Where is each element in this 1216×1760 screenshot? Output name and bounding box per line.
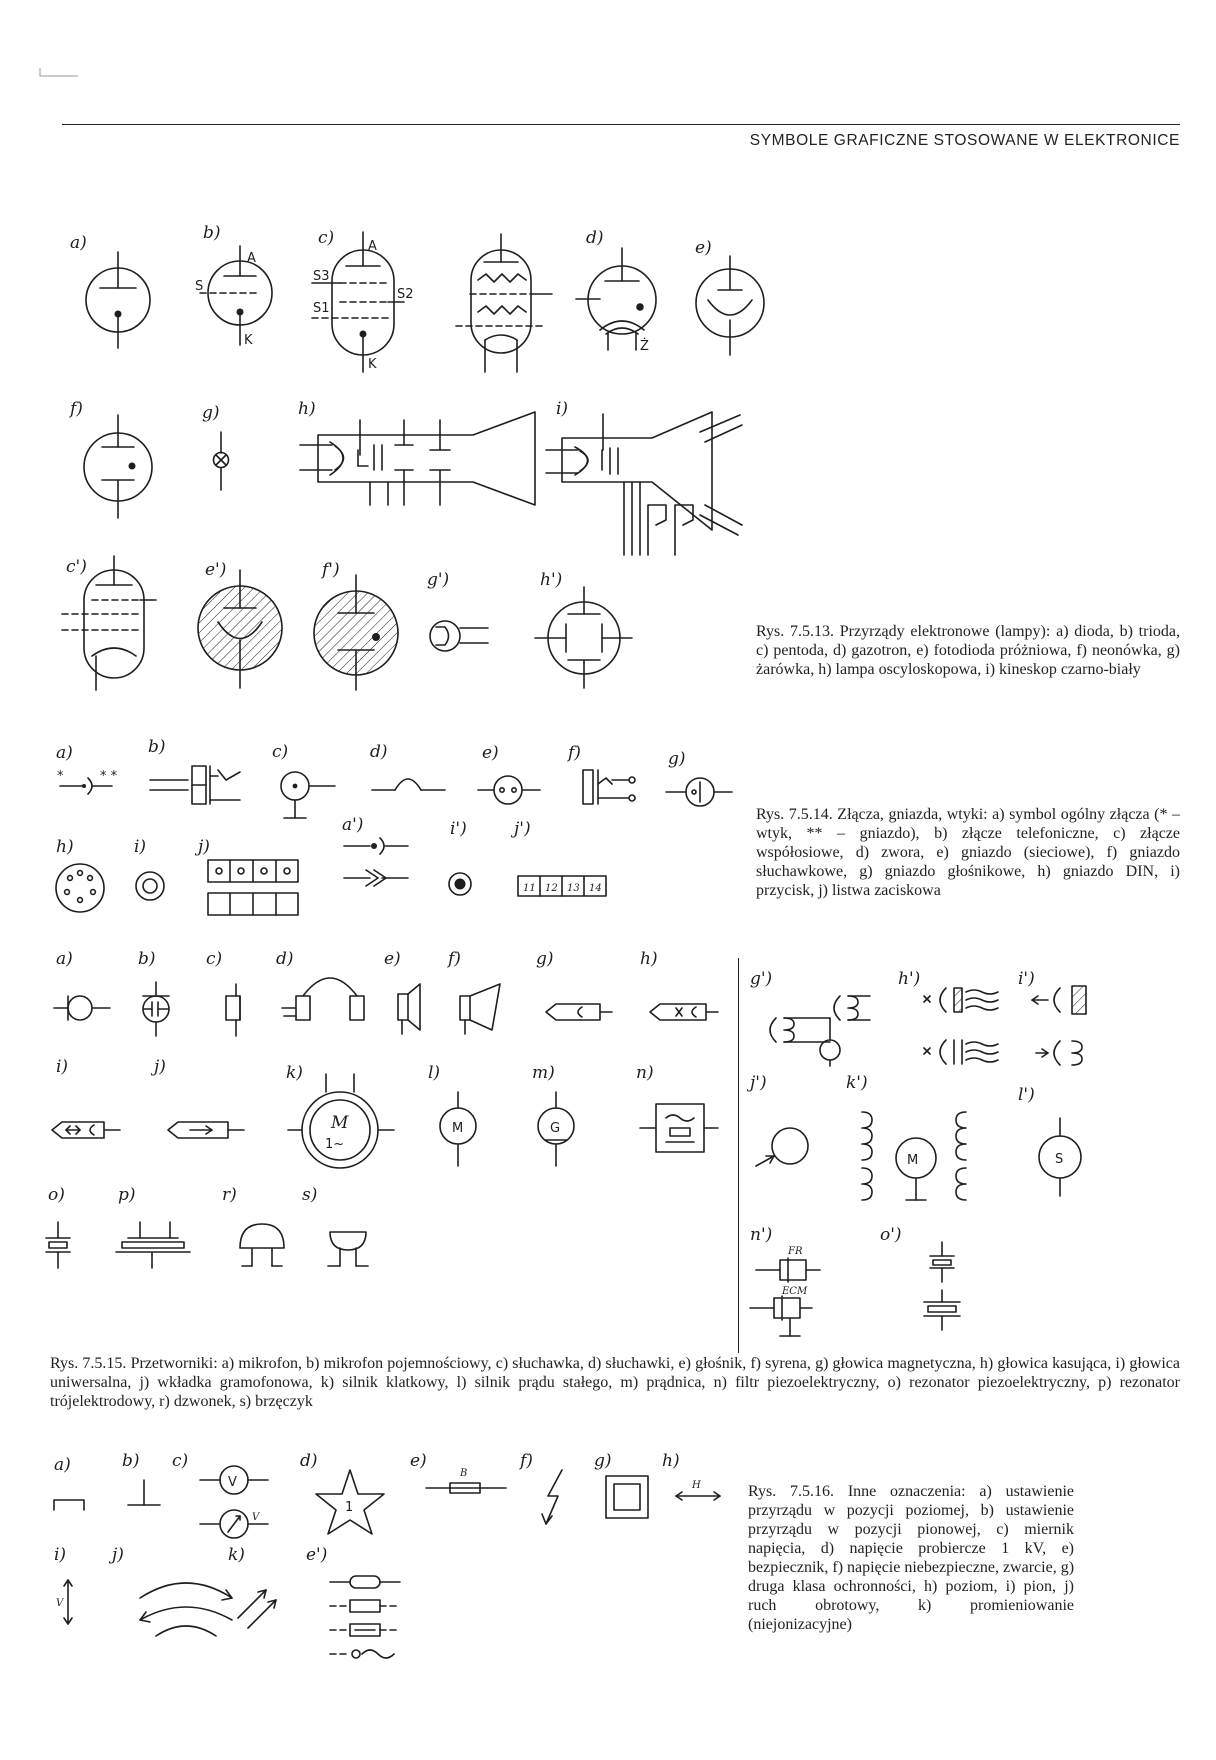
fig14-label-g: g) xyxy=(668,749,686,769)
fig15-label-b: b) xyxy=(138,949,156,969)
fig15-k-cage-motor xyxy=(286,1063,394,1168)
fig15-i2-universal-heads xyxy=(1018,969,1086,1065)
fig16-k-radiation xyxy=(228,1545,276,1628)
caption-fig-7-5-15: Rys. 7.5.15. Przetworniki: a) mikrofon, b) mikrofon pojemnościowy, c) słuchawka, d) słuchawki, e) głośnik, f) syrena, g) głowica magnetyczna, h) głowica kasująca, i) głowica uniwersalna, j) wkładka gramofonowa, k) silnik klatkowy, l) silnik prądu stałego, m) prądnica, n) filtr piezoelektryczny, o) rezonator piezoelektryczny, p) rezonator trójelektrodowy, r) dzwonek, s) brzęczyk xyxy=(50,1355,1180,1410)
generator-symbol: G xyxy=(550,1121,561,1136)
fig15-label-d: d) xyxy=(276,949,294,969)
fig15-label-m: m) xyxy=(532,1063,555,1083)
fig13-label-c: c) xyxy=(318,228,335,248)
fig15-r-bell xyxy=(222,1185,284,1266)
fig14-i2-button-alt xyxy=(449,819,471,895)
fig15-h-erase-head xyxy=(640,949,718,1020)
fig14-label-b: b) xyxy=(148,737,166,757)
fig15-j-cartridge xyxy=(150,1057,244,1138)
pin-label-s2: S2 xyxy=(397,287,414,302)
fig13-label-d: d) xyxy=(586,228,604,248)
fig15-label-p: p) xyxy=(118,1185,136,1205)
fig14-label-d: d) xyxy=(370,742,388,762)
fig14-label-c: c) xyxy=(272,742,289,762)
fig16-label-g: g) xyxy=(594,1451,612,1471)
fig15-f-siren xyxy=(446,949,500,1034)
fig13-label-e: e) xyxy=(695,238,712,258)
fig16-b-vertical-position xyxy=(122,1451,160,1505)
fig14-e-mains-socket xyxy=(478,743,540,804)
fig15-e-loudspeaker xyxy=(384,949,420,1034)
plug-star: * xyxy=(57,769,64,784)
fig13-h-crt xyxy=(298,399,535,505)
terminal-number: 14 xyxy=(589,883,602,894)
terminal-number: 12 xyxy=(545,883,558,894)
voltmeter-symbol: V xyxy=(228,1475,237,1490)
synchronous-motor-symbol: S xyxy=(1055,1152,1064,1167)
fig15-label-s: s) xyxy=(302,1185,318,1205)
fig13-label-g2: g') xyxy=(427,570,450,590)
fig16-a-horizontal-position xyxy=(54,1455,84,1510)
fig13-e-photodiode xyxy=(695,238,764,355)
fig15-s-buzzer xyxy=(302,1185,368,1266)
fig15-n2-piezo-mics xyxy=(750,1225,820,1336)
fig14-label-a: a) xyxy=(56,743,73,763)
fig15-label-i: i) xyxy=(56,1057,69,1077)
pin-label-s1: S1 xyxy=(313,301,330,316)
fig13-label-b: b) xyxy=(203,223,221,243)
fig16-label-b: b) xyxy=(122,1451,140,1471)
fig14-label-j: j) xyxy=(198,837,210,857)
fig14-label-j2: j') xyxy=(514,819,531,839)
fig13-label-h: h) xyxy=(298,399,316,419)
fig15-a-microphone xyxy=(54,949,110,1020)
fig16-h-horizontal xyxy=(662,1451,720,1500)
pin-label-cathode-c: K xyxy=(368,357,377,372)
fig16-d-test-voltage xyxy=(300,1451,384,1534)
mark-ecm: ECM xyxy=(782,1286,808,1297)
fig15-label-g2: g') xyxy=(750,969,773,989)
fig15-l-dc-motor xyxy=(428,1063,476,1166)
test-voltage-value: 1 xyxy=(345,1500,354,1515)
fig13-d-gas-triode xyxy=(576,228,656,354)
fig13-label-f2: f') xyxy=(322,560,340,580)
fig13-c2-pentode-gas xyxy=(62,556,156,690)
fig15-g-magnetic-head xyxy=(536,949,612,1020)
fuse-symbol: B xyxy=(460,1468,468,1479)
fig13-label-g: g) xyxy=(202,403,220,423)
vertical-symbol: V xyxy=(56,1598,64,1609)
pin-label-anode-c: A xyxy=(368,239,377,254)
fig13-f2-neon-gas xyxy=(314,560,398,690)
fig15-label-i2: i') xyxy=(1018,969,1035,989)
running-title: SYMBOLE GRAFICZNE STOSOWANE W ELEKTRONICE xyxy=(749,132,1180,149)
pin-label-anode: A xyxy=(247,251,256,266)
pin-label-heater: Ż xyxy=(640,339,649,354)
caption-fig-7-5-16: Rys. 7.5.16. Inne oznaczenia: a) ustawienie przyrządu w pozycji poziomej, b) ustawienie przyrządu w pozycji pionowej, c) miernik napięcia, d) napięcie probiercze 1 kV, e) bezpiecznik, f) napięcie niebezpieczne, zwarcie, g) druga klasa ochronności, h) poziom, i) pion, j) ruch obrotowy, k) promieniowanie (niejonizacyjne) xyxy=(748,1483,1075,1633)
fig16-i-vertical xyxy=(54,1545,72,1624)
fig15-p-three-electrode-resonator xyxy=(116,1185,190,1268)
fig16-label-f: f) xyxy=(520,1451,533,1471)
fig14-label-i: i) xyxy=(134,837,147,857)
fig15-label-k2: k') xyxy=(846,1073,868,1093)
fig15-o-piezo-resonator xyxy=(46,1185,70,1268)
fig14-f-headphone-socket xyxy=(566,743,635,804)
fig16-e-fuse xyxy=(410,1451,506,1493)
fig15-label-l2: l') xyxy=(1018,1085,1035,1105)
fig16-label-i: i) xyxy=(54,1545,67,1565)
voltmeter-symbol-alt: V xyxy=(252,1512,260,1523)
fig13-i-kinescope xyxy=(546,399,742,555)
fig15-i-universal-head xyxy=(52,1057,120,1138)
fig16-label-k: k) xyxy=(228,1545,245,1565)
fig16-c-voltmeters xyxy=(172,1451,268,1538)
fig16-label-e: e) xyxy=(410,1451,427,1471)
fig16-label-c: c) xyxy=(172,1451,189,1471)
fig14-c-coax xyxy=(272,742,335,818)
fig16-label-e2: e') xyxy=(306,1545,328,1565)
fig13-label-h2: h') xyxy=(540,570,563,590)
dc-motor-symbol: M xyxy=(452,1121,464,1136)
fig15-j2-cartridge-alt xyxy=(746,1073,808,1166)
fig15-k2-motor-windings xyxy=(846,1073,966,1200)
fig13-pentode-heated xyxy=(456,234,552,372)
fig14-label-h: h) xyxy=(56,837,74,857)
fig15-label-l: l) xyxy=(428,1063,441,1083)
fig13-label-a: a) xyxy=(70,233,87,253)
fig13-label-e2: e') xyxy=(205,560,227,580)
fig14-label-i2: i') xyxy=(450,819,467,839)
fig15-label-n2: n') xyxy=(750,1225,773,1245)
fig13-label-c2: c') xyxy=(66,557,87,577)
fig13-g-lamp xyxy=(202,403,229,490)
fig15-label-o: o) xyxy=(48,1185,65,1205)
fig13-b-triode xyxy=(195,223,272,348)
fig14-label-a2: a') xyxy=(342,815,364,835)
fig14-b-telephone xyxy=(148,737,240,804)
fig13-c-pentode xyxy=(312,228,414,372)
motor-ac-symbol: 1~ xyxy=(325,1137,345,1152)
pin-label-cathode: K xyxy=(244,333,253,348)
fig15-b-condenser-mic xyxy=(138,949,169,1036)
fig14-label-e: e) xyxy=(482,743,499,763)
terminal-number: 11 xyxy=(523,883,536,894)
fig15-c-earphone xyxy=(206,949,240,1036)
motor-symbol: M xyxy=(331,1113,349,1133)
fig15-label-r: r) xyxy=(222,1185,237,1205)
caption-fig-7-5-14: Rys. 7.5.14. Złącza, gniazda, wtyki: a) symbol ogólny złącza (* – wtyk, ** – gniazdo), b) złącze telefoniczne, c) złącze współosiowe, d) zwora, e) gniazdo (sieciowe), f) gniazdo słuchawkowe, g) gniazdo głośnikowe, h) gniazdo DIN, i) przycisk, j) listwa zaciskowa xyxy=(756,806,1180,899)
fig15-n-piezo-filter xyxy=(636,1063,718,1152)
pin-label-s3: S3 xyxy=(313,269,330,284)
fig14-j2-terminal-strip-alt xyxy=(510,819,606,896)
fig16-j-rotation xyxy=(108,1545,232,1636)
fig15-label-e: e) xyxy=(384,949,401,969)
socket-star: * * xyxy=(100,769,118,784)
fig14-a-connector xyxy=(56,743,118,794)
fig16-g-class-ii xyxy=(594,1451,648,1518)
fig15-label-f: f) xyxy=(448,949,461,969)
fig15-label-k: k) xyxy=(286,1063,303,1083)
fig16-e2-fuses xyxy=(306,1545,400,1658)
fig13-h2-tube xyxy=(535,570,632,688)
fig15-h2-erase-heads xyxy=(898,969,998,1064)
fig15-l2-synchronous-motor xyxy=(1018,1085,1081,1196)
terminal-number: 13 xyxy=(567,883,580,894)
fig13-f-neon xyxy=(68,399,152,518)
fig15-m-generator xyxy=(532,1063,574,1166)
fig13-label-i: i) xyxy=(556,399,569,419)
pin-label-grid: S xyxy=(195,279,204,294)
fig15-label-j2: j') xyxy=(750,1073,767,1093)
fig15-label-o2: o') xyxy=(880,1225,902,1245)
fig15-label-a: a) xyxy=(56,949,73,969)
fig15-panel-divider xyxy=(738,958,739,1353)
fig14-i-button xyxy=(134,837,164,900)
fig14-d-link xyxy=(370,742,445,790)
fig16-f-dangerous-voltage xyxy=(518,1451,562,1524)
fig16-label-h: h) xyxy=(662,1451,680,1471)
fig15-d-headphones xyxy=(276,949,364,1020)
fig15-label-h2: h') xyxy=(898,969,921,989)
fig16-label-d: d) xyxy=(300,1451,318,1471)
fig14-g-speaker-socket xyxy=(666,749,732,806)
horizontal-symbol: H xyxy=(692,1480,701,1491)
caption-fig-7-5-13: Rys. 7.5.13. Przyrządy elektronowe (lampy): a) dioda, b) trioda, c) pentoda, d) gazotron, e) fotodioda próżniowa, f) neonówka, g) żarówka, h) lampa oscyloskopowa, i) kineskop czarno-biały xyxy=(756,623,1180,678)
fig13-e2-photodiode-gas xyxy=(198,560,282,688)
fig15-label-n: n) xyxy=(636,1063,654,1083)
fig16-label-j: j) xyxy=(112,1545,124,1565)
fig13-g2-lamp xyxy=(427,570,488,651)
fig14-a2-plug-socket xyxy=(342,815,408,886)
fig16-label-a: a) xyxy=(54,1455,71,1475)
fig15-g2-magnetic-heads xyxy=(750,969,870,1066)
mark-fr: FR xyxy=(788,1246,803,1257)
fig15-label-g: g) xyxy=(536,949,554,969)
fig15-label-h: h) xyxy=(640,949,658,969)
fig14-label-f: f) xyxy=(568,743,581,763)
fig14-j-terminal-strip xyxy=(194,837,298,915)
fig15-label-c: c) xyxy=(206,949,223,969)
fig13-a-diode xyxy=(70,233,150,348)
fig15-label-j: j) xyxy=(154,1057,166,1077)
motor-symbol-alt: M xyxy=(907,1153,919,1168)
fig15-o2-resonators xyxy=(880,1225,960,1330)
fig14-h-din xyxy=(56,837,104,912)
fig13-label-f: f) xyxy=(70,399,83,419)
